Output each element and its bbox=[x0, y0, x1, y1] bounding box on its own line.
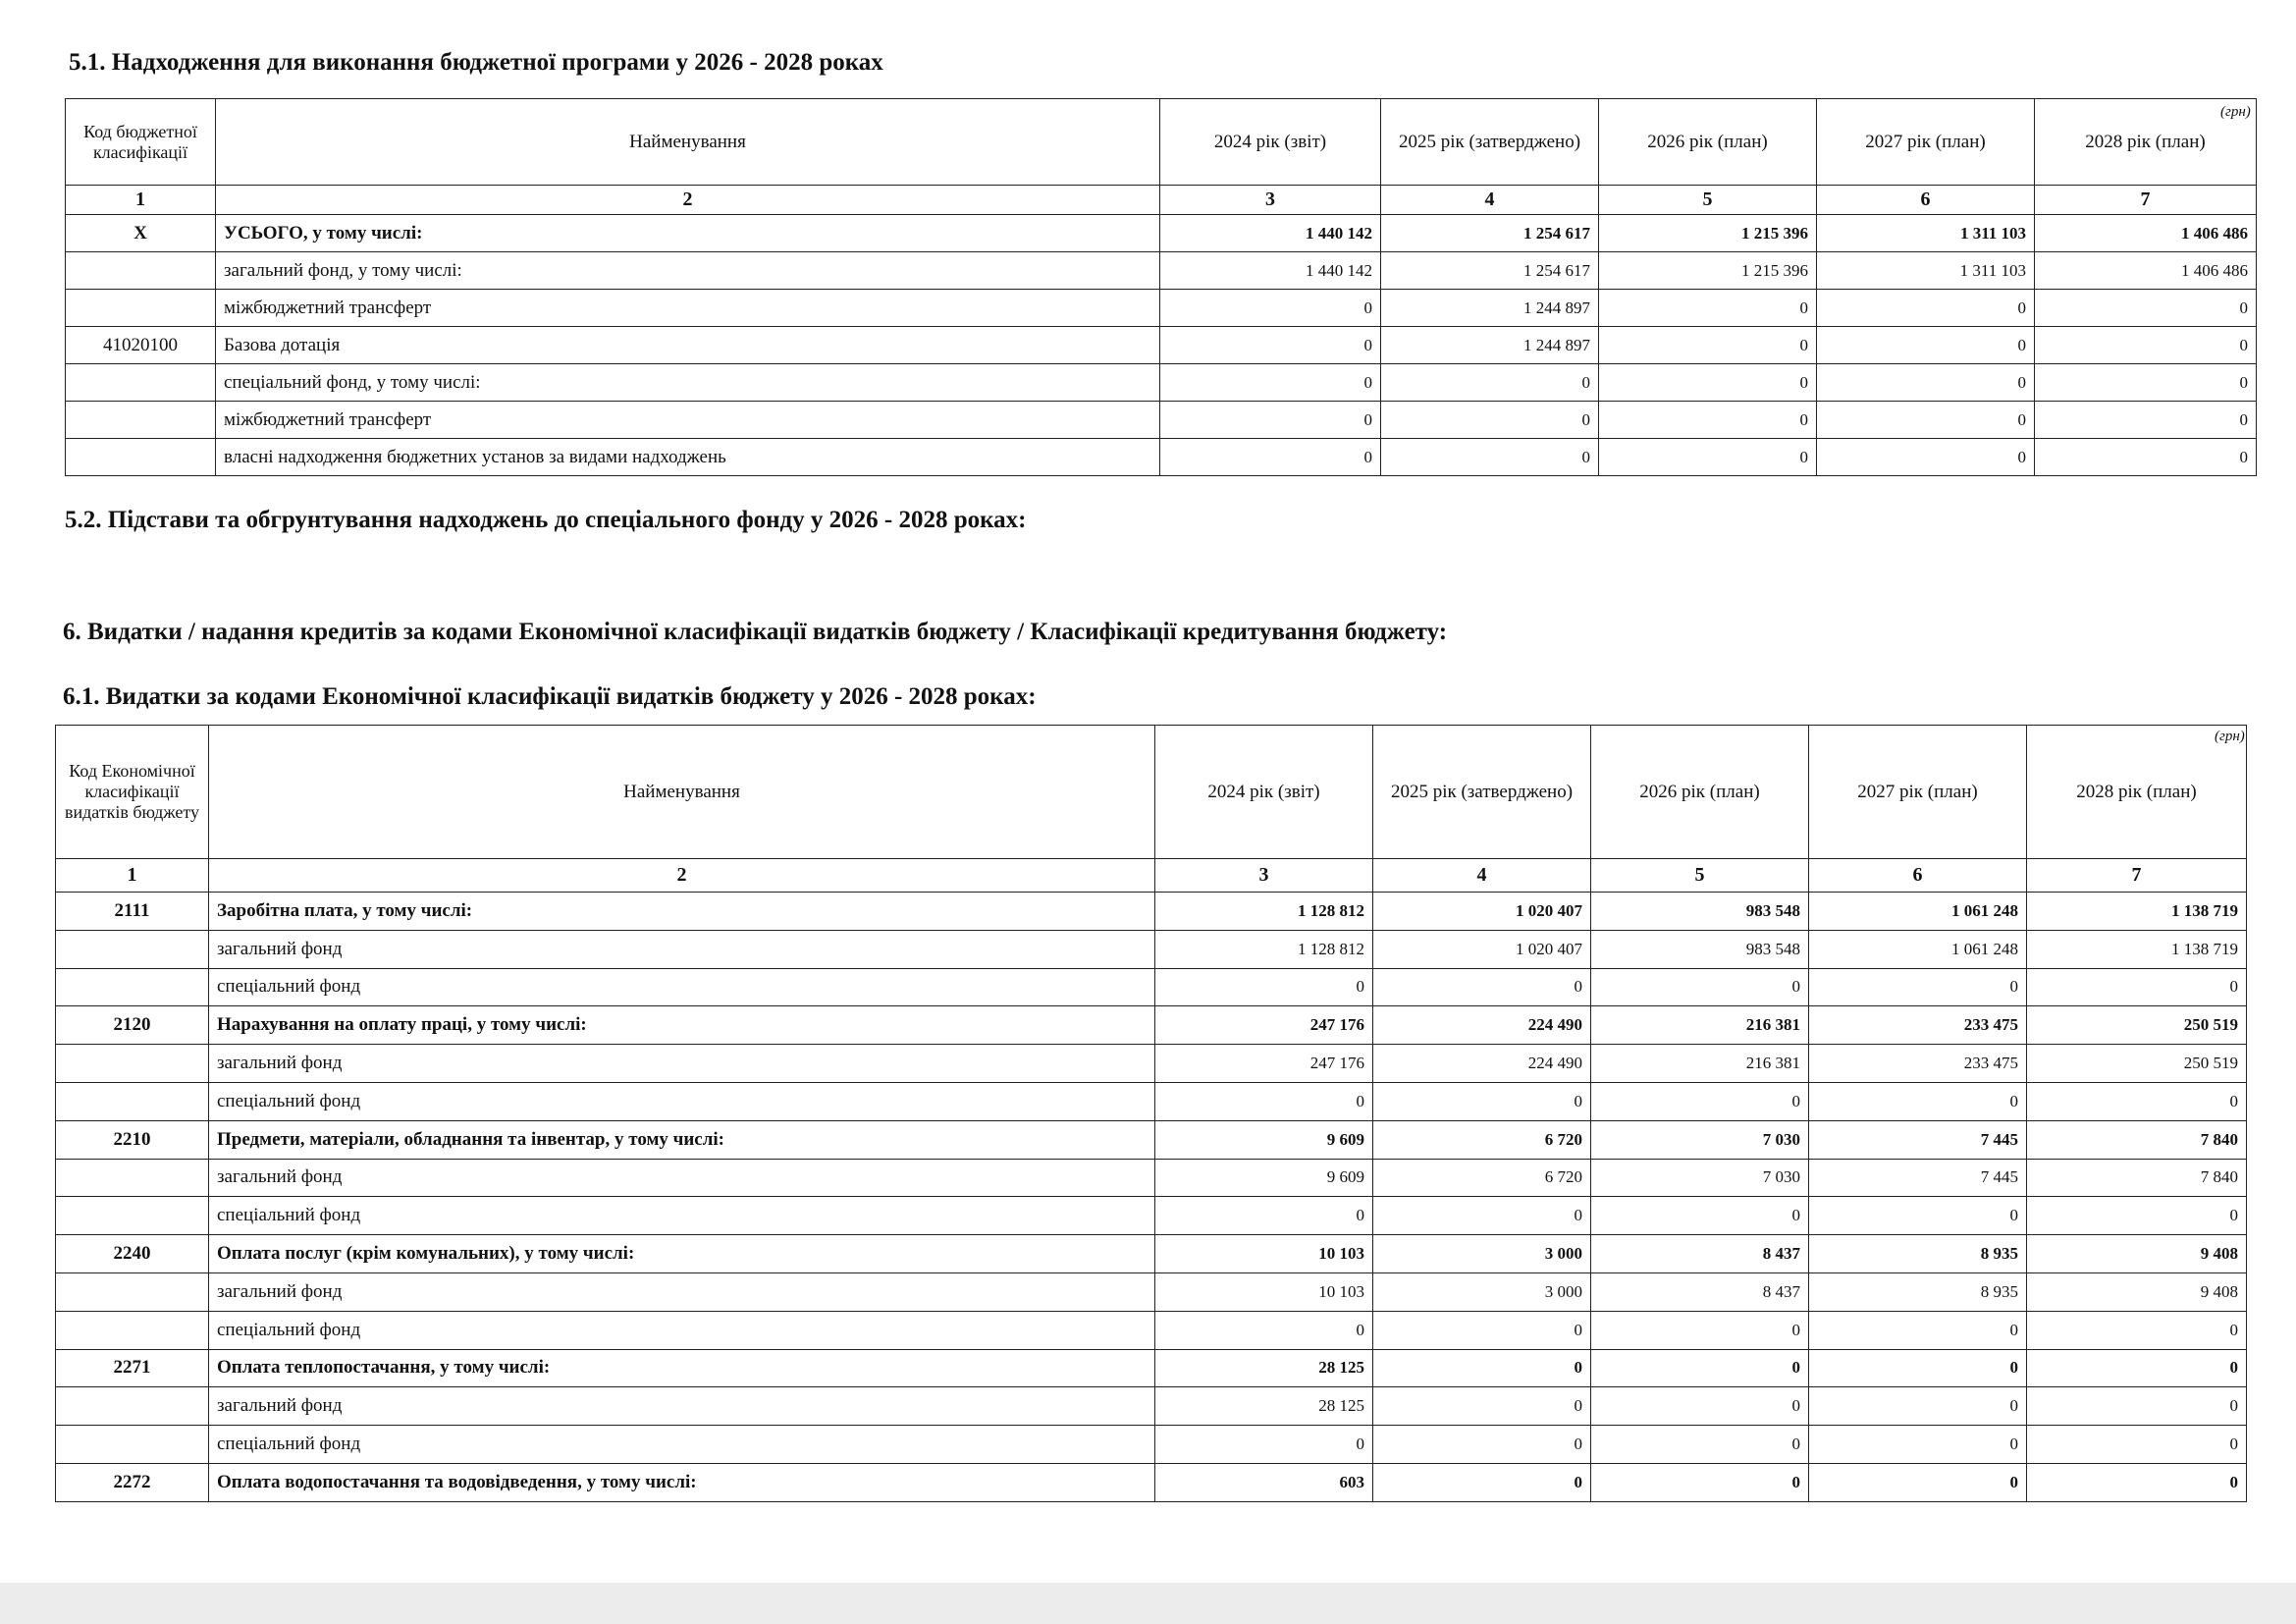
table-row bbox=[56, 1387, 2247, 1426]
row-value: 0 bbox=[1591, 1426, 1809, 1464]
row-value: 0 bbox=[1817, 290, 2035, 327]
row-value: 1 128 812 bbox=[1155, 893, 1373, 931]
column-index: 6 bbox=[1817, 186, 2035, 215]
table-row bbox=[56, 1463, 2247, 1501]
row-value: 1 406 486 bbox=[2035, 252, 2257, 290]
row-value: 7 030 bbox=[1591, 1159, 1809, 1197]
row-value: 0 bbox=[1373, 1197, 1591, 1235]
row-value: 0 bbox=[1591, 1387, 1809, 1426]
column-index: 2 bbox=[209, 859, 1155, 893]
row-value: 0 bbox=[1809, 968, 2027, 1006]
row-value: 0 bbox=[2027, 1463, 2247, 1501]
row-code bbox=[56, 930, 209, 968]
row-value: 1 138 719 bbox=[2027, 930, 2247, 968]
row-name: спеціальний фонд bbox=[209, 1082, 1155, 1120]
row-value: 0 bbox=[1599, 290, 1817, 327]
row-value: 0 bbox=[2035, 439, 2257, 476]
column-index: 4 bbox=[1381, 186, 1599, 215]
header-row bbox=[66, 99, 2257, 186]
row-value: 0 bbox=[2035, 402, 2257, 439]
row-value: 0 bbox=[1155, 1197, 1373, 1235]
row-value: 1 128 812 bbox=[1155, 930, 1373, 968]
table-row bbox=[56, 1349, 2247, 1387]
section-6-title: 6. Видатки / надання кредитів за кодами Економічної класифікації видатків бюджету / Класифікації кредитування бюджету: bbox=[63, 619, 1448, 645]
row-value: 10 103 bbox=[1155, 1272, 1373, 1311]
row-value: 1 406 486 bbox=[2035, 215, 2257, 252]
column-index: 7 bbox=[2035, 186, 2257, 215]
row-value: 1 020 407 bbox=[1373, 930, 1591, 968]
table-row bbox=[66, 439, 2257, 476]
row-value: 0 bbox=[1373, 1082, 1591, 1120]
table-row bbox=[56, 1045, 2247, 1083]
row-value: 7 445 bbox=[1809, 1159, 2027, 1197]
row-code bbox=[56, 1387, 209, 1426]
column-header: 2025 рік (затверджено) bbox=[1373, 726, 1591, 859]
row-value: 1 061 248 bbox=[1809, 930, 2027, 968]
row-value: 0 bbox=[2035, 364, 2257, 402]
row-value: 0 bbox=[2027, 1311, 2247, 1349]
table-row bbox=[66, 402, 2257, 439]
row-name: спеціальний фонд bbox=[209, 1311, 1155, 1349]
row-name: Предмети, матеріали, обладнання та інвентар, у тому числі: bbox=[209, 1120, 1155, 1159]
row-name: загальний фонд, у тому числі: bbox=[216, 252, 1160, 290]
row-value: 0 bbox=[1160, 402, 1381, 439]
table-row bbox=[66, 252, 2257, 290]
column-index: 1 bbox=[56, 859, 209, 893]
row-value: 1 020 407 bbox=[1373, 893, 1591, 931]
row-value: 0 bbox=[1809, 1463, 2027, 1501]
row-value: 0 bbox=[1599, 402, 1817, 439]
column-header: 2025 рік (затверджено) bbox=[1381, 99, 1599, 186]
row-code: 2271 bbox=[56, 1349, 209, 1387]
row-name: загальний фонд bbox=[209, 1159, 1155, 1197]
row-value: 0 bbox=[1817, 364, 2035, 402]
table-row bbox=[56, 1006, 2247, 1045]
row-value: 3 000 bbox=[1373, 1235, 1591, 1273]
row-code bbox=[56, 1426, 209, 1464]
row-value: 1 311 103 bbox=[1817, 252, 2035, 290]
row-value: 0 bbox=[1373, 1311, 1591, 1349]
column-header: Найменування bbox=[209, 726, 1155, 859]
row-code: 2111 bbox=[56, 893, 209, 931]
table-row bbox=[56, 1120, 2247, 1159]
row-value: 250 519 bbox=[2027, 1006, 2247, 1045]
row-value: 7 030 bbox=[1591, 1120, 1809, 1159]
row-code bbox=[66, 364, 216, 402]
section-5-2-title: 5.2. Підстави та обгрунтування надходжень до спеціального фонду у 2026 - 2028 роках: bbox=[65, 507, 1027, 533]
row-value: 0 bbox=[1160, 327, 1381, 364]
column-header: 2027 рік (план) bbox=[1809, 726, 2027, 859]
row-value: 0 bbox=[1591, 1082, 1809, 1120]
table-row bbox=[56, 1197, 2247, 1235]
row-value: 10 103 bbox=[1155, 1235, 1373, 1273]
column-index: 5 bbox=[1591, 859, 1809, 893]
column-header: 2027 рік (план) bbox=[1817, 99, 2035, 186]
header-row bbox=[56, 726, 2247, 859]
row-value: 0 bbox=[1381, 402, 1599, 439]
receipts-table bbox=[65, 98, 2257, 476]
row-name: спеціальний фонд bbox=[209, 1197, 1155, 1235]
row-name: Оплата водопостачання та водовідведення, у тому числі: bbox=[209, 1463, 1155, 1501]
row-value: 233 475 bbox=[1809, 1006, 2027, 1045]
row-code: 2272 bbox=[56, 1463, 209, 1501]
row-value: 1 254 617 bbox=[1381, 215, 1599, 252]
row-value: 1 215 396 bbox=[1599, 215, 1817, 252]
column-index: 4 bbox=[1373, 859, 1591, 893]
table1-unit-label: (грн) bbox=[2220, 104, 2251, 120]
row-value: 224 490 bbox=[1373, 1045, 1591, 1083]
table-row bbox=[66, 327, 2257, 364]
column-header: Код бюджетної класифікації bbox=[66, 99, 216, 186]
row-value: 216 381 bbox=[1591, 1045, 1809, 1083]
row-code bbox=[56, 1159, 209, 1197]
row-code bbox=[56, 1045, 209, 1083]
row-name: міжбюджетний трансферт bbox=[216, 402, 1160, 439]
row-code: 2120 bbox=[56, 1006, 209, 1045]
row-value: 0 bbox=[1817, 439, 2035, 476]
row-code: 41020100 bbox=[66, 327, 216, 364]
column-header: Найменування bbox=[216, 99, 1160, 186]
column-header: 2028 рік (план) bbox=[2027, 726, 2247, 859]
row-code: X bbox=[66, 215, 216, 252]
row-value: 1 244 897 bbox=[1381, 290, 1599, 327]
row-name: міжбюджетний трансферт bbox=[216, 290, 1160, 327]
row-code bbox=[56, 1197, 209, 1235]
row-value: 8 437 bbox=[1591, 1272, 1809, 1311]
row-name: загальний фонд bbox=[209, 1272, 1155, 1311]
table-row bbox=[66, 290, 2257, 327]
column-header: 2028 рік (план) bbox=[2035, 99, 2257, 186]
row-value: 1 440 142 bbox=[1160, 252, 1381, 290]
row-value: 247 176 bbox=[1155, 1006, 1373, 1045]
row-name: Оплата послуг (крім комунальних), у тому числі: bbox=[209, 1235, 1155, 1273]
row-value: 0 bbox=[1817, 327, 2035, 364]
row-name: загальний фонд bbox=[209, 1387, 1155, 1426]
row-value: 0 bbox=[1373, 1387, 1591, 1426]
row-name: Нарахування на оплату праці, у тому числі: bbox=[209, 1006, 1155, 1045]
row-value: 7 840 bbox=[2027, 1159, 2247, 1197]
row-value: 28 125 bbox=[1155, 1387, 1373, 1426]
row-name: Заробітна плата, у тому числі: bbox=[209, 893, 1155, 931]
row-value: 983 548 bbox=[1591, 893, 1809, 931]
column-header: 2026 рік (план) bbox=[1591, 726, 1809, 859]
column-index: 3 bbox=[1160, 186, 1381, 215]
row-name: Оплата теплопостачання, у тому числі: bbox=[209, 1349, 1155, 1387]
row-code bbox=[56, 968, 209, 1006]
row-value: 0 bbox=[1155, 1426, 1373, 1464]
row-value: 0 bbox=[1591, 1197, 1809, 1235]
table-row bbox=[56, 1235, 2247, 1273]
row-value: 7 840 bbox=[2027, 1120, 2247, 1159]
row-value: 233 475 bbox=[1809, 1045, 2027, 1083]
row-value: 0 bbox=[1809, 1387, 2027, 1426]
table-row bbox=[56, 968, 2247, 1006]
row-value: 1 138 719 bbox=[2027, 893, 2247, 931]
table-row bbox=[56, 1082, 2247, 1120]
row-value: 1 061 248 bbox=[1809, 893, 2027, 931]
row-code bbox=[56, 1082, 209, 1120]
row-value: 0 bbox=[1373, 968, 1591, 1006]
row-name: власні надходження бюджетних установ за видами надходжень bbox=[216, 439, 1160, 476]
row-code bbox=[56, 1272, 209, 1311]
row-value: 0 bbox=[1160, 364, 1381, 402]
table-row bbox=[56, 893, 2247, 931]
column-index-row bbox=[66, 186, 2257, 215]
row-code bbox=[66, 252, 216, 290]
column-index: 5 bbox=[1599, 186, 1817, 215]
row-value: 0 bbox=[2027, 1349, 2247, 1387]
row-value: 0 bbox=[1155, 968, 1373, 1006]
expenditures-table bbox=[55, 725, 2247, 1502]
row-value: 0 bbox=[1809, 1426, 2027, 1464]
row-name: Базова дотація bbox=[216, 327, 1160, 364]
row-value: 0 bbox=[2027, 968, 2247, 1006]
column-index: 2 bbox=[216, 186, 1160, 215]
row-name: загальний фонд bbox=[209, 930, 1155, 968]
row-value: 6 720 bbox=[1373, 1120, 1591, 1159]
row-value: 247 176 bbox=[1155, 1045, 1373, 1083]
row-value: 0 bbox=[1381, 364, 1599, 402]
row-value: 0 bbox=[1591, 1349, 1809, 1387]
section-6-1-title: 6.1. Видатки за кодами Економічної класифікації видатків бюджету у 2026 - 2028 роках: bbox=[63, 683, 1037, 710]
row-value: 0 bbox=[1373, 1349, 1591, 1387]
row-name: спеціальний фонд, у тому числі: bbox=[216, 364, 1160, 402]
column-index: 3 bbox=[1155, 859, 1373, 893]
row-value: 0 bbox=[1155, 1311, 1373, 1349]
row-value: 0 bbox=[1155, 1082, 1373, 1120]
row-value: 9 609 bbox=[1155, 1159, 1373, 1197]
row-value: 0 bbox=[1817, 402, 2035, 439]
row-value: 0 bbox=[2035, 290, 2257, 327]
row-value: 1 440 142 bbox=[1160, 215, 1381, 252]
row-value: 0 bbox=[1381, 439, 1599, 476]
row-value: 9 408 bbox=[2027, 1272, 2247, 1311]
row-value: 8 437 bbox=[1591, 1235, 1809, 1273]
row-value: 0 bbox=[2027, 1387, 2247, 1426]
table-row bbox=[56, 1311, 2247, 1349]
row-code bbox=[66, 439, 216, 476]
table-row bbox=[56, 1272, 2247, 1311]
row-value: 603 bbox=[1155, 1463, 1373, 1501]
row-value: 224 490 bbox=[1373, 1006, 1591, 1045]
row-value: 7 445 bbox=[1809, 1120, 2027, 1159]
row-value: 0 bbox=[1809, 1082, 2027, 1120]
table-row bbox=[56, 1159, 2247, 1197]
row-name: спеціальний фонд bbox=[209, 968, 1155, 1006]
column-index: 7 bbox=[2027, 859, 2247, 893]
row-value: 28 125 bbox=[1155, 1349, 1373, 1387]
table2-unit-label: (грн) bbox=[2215, 729, 2245, 744]
row-name: УСЬОГО, у тому числі: bbox=[216, 215, 1160, 252]
row-value: 0 bbox=[1160, 290, 1381, 327]
row-code: 2210 bbox=[56, 1120, 209, 1159]
row-value: 0 bbox=[1591, 1463, 1809, 1501]
row-name: загальний фонд bbox=[209, 1045, 1155, 1083]
table-row bbox=[66, 364, 2257, 402]
row-value: 1 254 617 bbox=[1381, 252, 1599, 290]
row-value: 6 720 bbox=[1373, 1159, 1591, 1197]
row-value: 8 935 bbox=[1809, 1272, 2027, 1311]
row-value: 1 311 103 bbox=[1817, 215, 2035, 252]
row-value: 0 bbox=[1160, 439, 1381, 476]
column-header: 2026 рік (план) bbox=[1599, 99, 1817, 186]
section-5-1-title: 5.1. Надходження для виконання бюджетної програми у 2026 - 2028 роках bbox=[69, 49, 883, 76]
row-value: 9 408 bbox=[2027, 1235, 2247, 1273]
column-header: 2024 рік (звіт) bbox=[1155, 726, 1373, 859]
row-value: 216 381 bbox=[1591, 1006, 1809, 1045]
row-value: 0 bbox=[1809, 1311, 2027, 1349]
column-index-row bbox=[56, 859, 2247, 893]
row-value: 0 bbox=[1373, 1426, 1591, 1464]
row-value: 250 519 bbox=[2027, 1045, 2247, 1083]
column-index: 6 bbox=[1809, 859, 2027, 893]
column-header: Код Економічної класифікації видатків бюджету bbox=[56, 726, 209, 859]
row-value: 0 bbox=[1809, 1197, 2027, 1235]
row-code bbox=[66, 290, 216, 327]
row-value: 0 bbox=[1599, 364, 1817, 402]
row-value: 9 609 bbox=[1155, 1120, 1373, 1159]
row-value: 0 bbox=[2027, 1082, 2247, 1120]
row-code bbox=[66, 402, 216, 439]
row-value: 3 000 bbox=[1373, 1272, 1591, 1311]
row-name: спеціальний фонд bbox=[209, 1426, 1155, 1464]
column-index: 1 bbox=[66, 186, 216, 215]
row-value: 0 bbox=[1591, 968, 1809, 1006]
column-header: 2024 рік (звіт) bbox=[1160, 99, 1381, 186]
row-value: 0 bbox=[1809, 1349, 2027, 1387]
row-value: 0 bbox=[2027, 1197, 2247, 1235]
row-value: 0 bbox=[1599, 439, 1817, 476]
row-value: 0 bbox=[1591, 1311, 1809, 1349]
row-code bbox=[56, 1311, 209, 1349]
row-value: 983 548 bbox=[1591, 930, 1809, 968]
table-row bbox=[56, 930, 2247, 968]
row-value: 8 935 bbox=[1809, 1235, 2027, 1273]
row-value: 0 bbox=[1599, 327, 1817, 364]
row-value: 0 bbox=[1373, 1463, 1591, 1501]
row-code: 2240 bbox=[56, 1235, 209, 1273]
row-value: 0 bbox=[2027, 1426, 2247, 1464]
scan-bottom-edge bbox=[0, 1583, 2296, 1624]
table-row bbox=[66, 215, 2257, 252]
row-value: 1 215 396 bbox=[1599, 252, 1817, 290]
row-value: 0 bbox=[2035, 327, 2257, 364]
table-row bbox=[56, 1426, 2247, 1464]
row-value: 1 244 897 bbox=[1381, 327, 1599, 364]
